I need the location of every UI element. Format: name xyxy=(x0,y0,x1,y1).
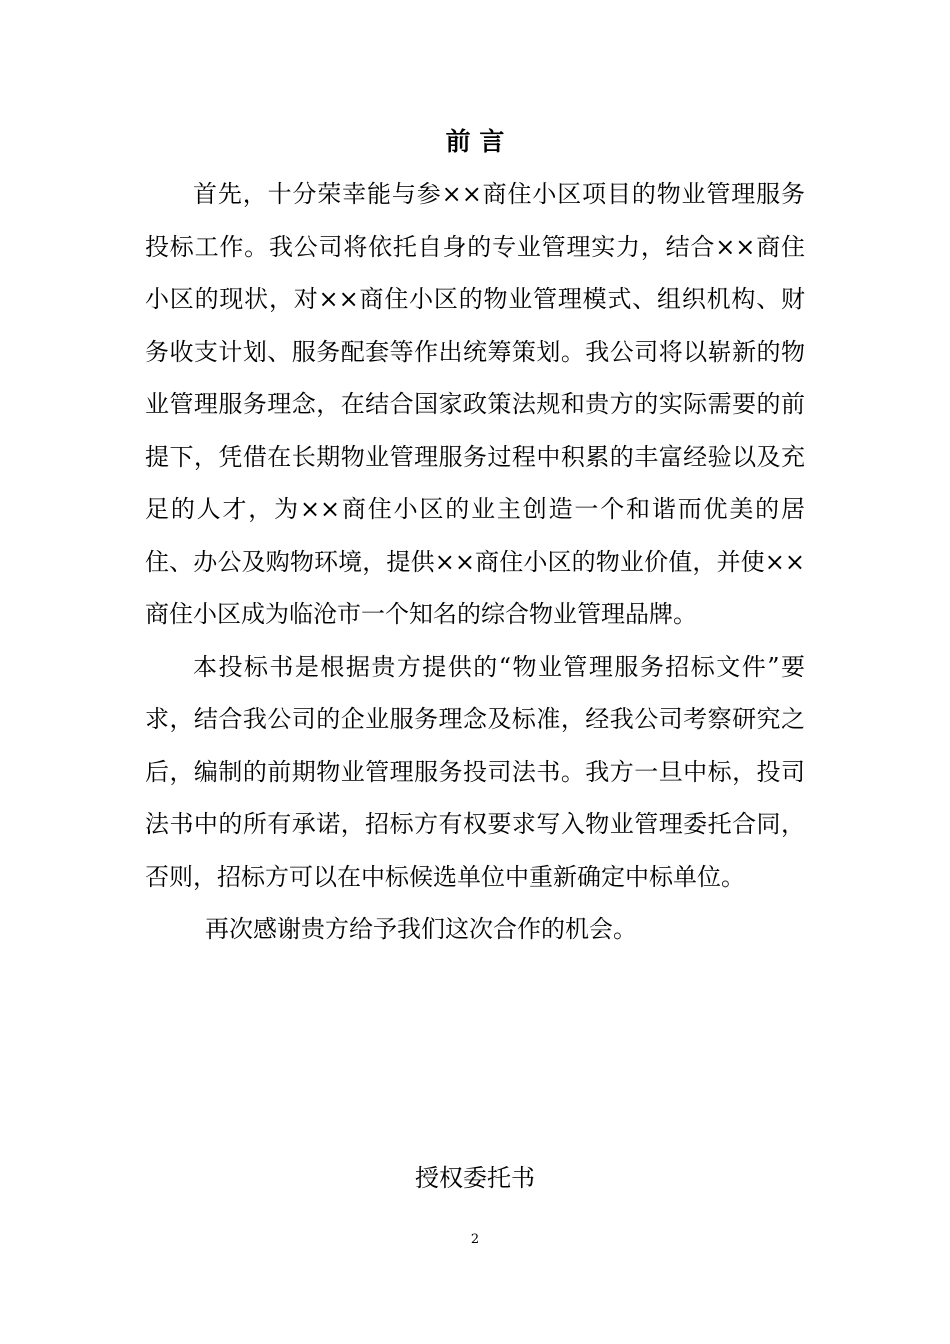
body-text xyxy=(145,168,805,956)
next-section-title: 授权委托书 xyxy=(415,1164,535,1192)
page-heading: 前 言 xyxy=(445,127,505,156)
page-number: 2 xyxy=(470,1232,480,1247)
paragraph-bid-statement: 本投标书是根据贵方提供的“物业管理服务招标文件”要求，结合我公司的企业服务理念及标准，经我公司考察研究之后，编制的前期物业管理服务投司法书。我方一旦中标，投司法书中的所有承诺，招标方有权要求写入物业管理委托合同，否则，招标方可以在中标候选单位中重新确定中标单位。 xyxy=(145,652,805,891)
paragraph-closing-thanks: 再次感谢贵方给予我们这次合作的机会。 xyxy=(205,915,637,943)
paragraph-introduction: 首先，十分荣幸能与参××商住小区项目的物业管理服务投标工作。我公司将依托自身的专业管理实力，结合××商住小区的现状，对××商住小区的物业管理模式、组织机构、财务收支计划、服务配套等作出统筹策划。我公司将以崭新的物业管理服务理念，在结合国家政策法规和贵方的实际需要的前提下，凭借在长期物业管理服务过程中积累的丰富经验以及充足的人才，为××商住小区的业主创造一个和谐而优美的居住、办公及购物环境，提供××商住小区的物业价值，并使××商住小区成为临沧市一个知名的综合物业管理品牌。 xyxy=(145,180,805,628)
